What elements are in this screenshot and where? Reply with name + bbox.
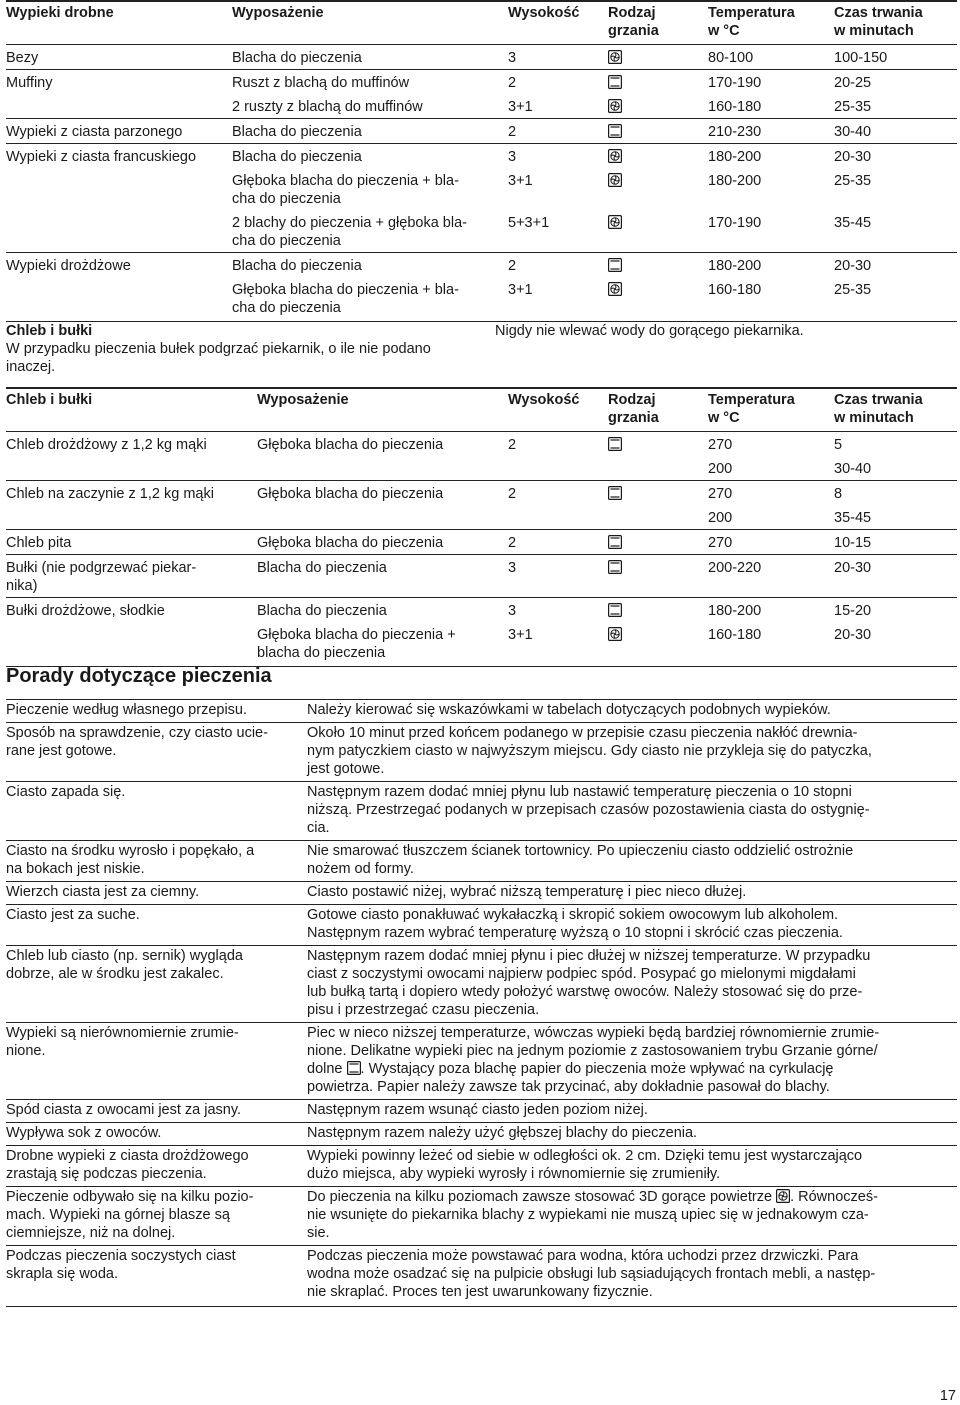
top-bottom-heating-icon <box>608 124 622 138</box>
row-level: 3+1 <box>508 173 533 189</box>
row-temperature: 180-200 <box>708 598 834 623</box>
row-name: Wypieki drożdżowe <box>6 253 232 278</box>
table-row <box>6 555 957 598</box>
row-equipment: Głęboka blacha do pieczenia + blacha do pieczenia <box>257 622 508 667</box>
table-row <box>6 505 957 530</box>
row-name: Muffiny <box>6 70 232 95</box>
tip-row <box>6 1023 957 1100</box>
row-name <box>6 622 257 667</box>
row-heating-mode <box>608 622 708 667</box>
row-equipment: Blacha do pieczenia <box>232 119 508 144</box>
table-row <box>6 94 957 119</box>
row-time: 10-15 <box>834 530 957 555</box>
tip-advice: Nie smarować tłuszczem ścianek tortownicy. Po upieczeniu ciasto oddzielić ostrożnie nożem od formy. <box>307 841 957 882</box>
row-time: 20-30 <box>834 144 957 169</box>
tip-problem: Podczas pieczenia soczystych ciast skrapla się woda. <box>6 1246 307 1307</box>
row-equipment: Blacha do pieczenia <box>232 144 508 169</box>
tips-table <box>6 699 957 1307</box>
row-time: 20-30 <box>834 253 957 278</box>
row-temperature: 160-180 <box>708 622 834 667</box>
row-level: 2 <box>508 530 608 555</box>
row-name: Wypieki z ciasta francuskiego <box>6 144 232 169</box>
row-level <box>508 456 608 481</box>
row-equipment <box>257 505 508 530</box>
table-row <box>6 622 957 667</box>
row-name <box>6 456 257 481</box>
tip-advice: Około 10 minut przed końcem podanego w przepisie czasu pieczenia nakłóć drewnia- nym patyczkiem ciasto w najwyższym miejscu. Gdy ciasto nie przykleja się do patyczka, jest gotowe. <box>307 723 957 782</box>
row-heating-mode <box>608 45 708 70</box>
col-temperature-header: Temperatura w °C <box>708 1 834 45</box>
col-name-header: Chleb i bułki <box>6 388 257 432</box>
row-temperature: 180-200 <box>708 253 834 278</box>
row-temperature: 160-180 <box>708 277 834 322</box>
table-row <box>6 210 957 253</box>
row-name: Bułki drożdżowe, słodkie <box>6 598 257 623</box>
row-time: 8 <box>834 481 957 506</box>
table-row <box>6 144 957 169</box>
tip-advice: Gotowe ciasto ponakłuwać wykałaczką i skropić sokiem owocowym lub alkoholem. Następnym razem wybrać temperaturę wyższą o 10 stopni i skrócić czas pieczenia. <box>307 905 957 946</box>
table-row <box>6 70 957 95</box>
row-equipment: Głęboka blacha do pieczenia + bla- cha do pieczenia <box>232 173 459 207</box>
row-equipment <box>257 456 508 481</box>
tips-title: Porady dotyczące pieczenia <box>6 665 272 687</box>
tip-row <box>6 1187 957 1246</box>
row-level: 3 <box>508 45 608 70</box>
row-equipment: Blacha do pieczenia <box>257 555 508 598</box>
fan-heating-icon <box>608 627 622 641</box>
row-temperature: 270 <box>708 530 834 555</box>
row-equipment: Głęboka blacha do pieczenia <box>257 432 508 457</box>
row-heating-mode <box>608 456 708 481</box>
row-level: 3+1 <box>508 622 608 667</box>
row-equipment: Głęboka blacha do pieczenia <box>257 530 508 555</box>
col-heating-mode-header: Rodzaj grzania <box>608 388 708 432</box>
tip-row <box>6 946 957 1023</box>
fan-heating-icon <box>776 1189 790 1203</box>
row-name: Bułki (nie podgrzewać piekar- nika) <box>6 555 257 598</box>
row-equipment: 2 blachy do pieczenia + głęboka bla- cha do pieczenia <box>232 215 467 249</box>
page-number: 17 <box>939 1388 956 1404</box>
tip-advice: Wypieki powinny leżeć od siebie w odległości ok. 2 cm. Dzięki temu jest wystarczająco dużo miejsca, aby wypieki wyrosły i równomiernie się zrumieniły. <box>307 1146 957 1187</box>
row-temperature: 200 <box>708 461 733 477</box>
notes-left-text: W przypadku pieczenia bułek podgrzać piekarnik, o ile nie podano inaczej. <box>6 341 431 375</box>
fan-heating-icon <box>608 215 622 229</box>
tip-problem: Pieczenie według własnego przepisu. <box>6 702 248 718</box>
row-name: Bezy <box>6 45 232 70</box>
row-time: 20-30 <box>834 555 957 598</box>
row-heating-mode <box>608 94 708 119</box>
tip-problem: Spód ciasta z owocami jest za jasny. <box>6 1100 307 1123</box>
row-time: 20-30 <box>834 622 957 667</box>
col-name-header: Wypieki drobne <box>6 1 232 45</box>
row-time: 5 <box>834 432 957 457</box>
row-time: 30-40 <box>834 119 957 144</box>
tip-advice: Podczas pieczenia może powstawać para wodna, która uchodzi przez drzwiczki. Para wodna może osadzać się na pulpicie obsługi lub sąsiadujących frontach mebli, a następ- nie skraplać. Proces ten jest uwarunkowany fizycznie. <box>307 1246 957 1307</box>
table-row <box>6 481 957 506</box>
row-heating-mode <box>608 210 708 253</box>
fan-heating-icon <box>608 99 622 113</box>
row-time: 35-45 <box>834 510 872 526</box>
row-heating-mode <box>608 144 708 169</box>
notes-right-text: Nigdy nie wlewać wody do gorącego piekarnika. <box>495 323 804 339</box>
table-row <box>6 119 957 144</box>
table-row <box>6 277 957 322</box>
row-equipment: Głęboka blacha do pieczenia + bla- cha do pieczenia <box>232 277 508 322</box>
tip-row <box>6 782 957 841</box>
row-name <box>6 94 232 119</box>
row-temperature: 200-220 <box>708 555 834 598</box>
row-time: 100-150 <box>834 45 957 70</box>
bread-table <box>6 387 957 667</box>
table-row <box>6 168 957 210</box>
top-bottom-heating-icon <box>608 75 622 89</box>
row-heating-mode <box>608 555 708 598</box>
row-level: 3+1 <box>508 277 608 322</box>
row-temperature: 80-100 <box>708 45 834 70</box>
tip-problem: Wypływa sok z owoców. <box>6 1123 307 1146</box>
tip-problem: Drobne wypieki z ciasta drożdżowego zrastają się podczas pieczenia. <box>6 1146 307 1187</box>
top-bottom-heating-icon <box>347 1061 361 1075</box>
row-equipment: Blacha do pieczenia <box>257 598 508 623</box>
tip-advice: Do pieczenia na kilku poziomach zawsze stosować 3D gorące powietrze . Równocześ- nie wsunięte do piekarnika blachy z wypiekami nie muszą upiec się w jednakowym cza- sie. <box>307 1187 957 1246</box>
col-heating-mode-header: Rodzaj grzania <box>608 1 708 45</box>
col-temperature-header: Temperatura w °C <box>708 388 834 432</box>
row-level: 3 <box>508 144 608 169</box>
tip-advice: Należy kierować się wskazówkami w tabelach dotyczących podobnych wypieków. <box>307 702 831 718</box>
row-temperature: 210-230 <box>708 119 834 144</box>
row-name: Chleb na zaczynie z 1,2 kg mąki <box>6 481 257 506</box>
row-heating-mode <box>608 253 708 278</box>
col-time-header: Czas trwania w minutach <box>834 388 957 432</box>
col-equipment-header: Wyposażenie <box>257 388 508 432</box>
row-heating-mode <box>608 481 708 506</box>
table-row <box>6 530 957 555</box>
top-bottom-heating-icon <box>608 437 622 451</box>
col-time-header: Czas trwania w minutach <box>834 1 957 45</box>
row-heating-mode <box>608 277 708 322</box>
tip-row <box>6 905 957 946</box>
tip-problem: Wierzch ciasta jest za ciemny. <box>6 882 307 905</box>
tip-advice: Ciasto postawić niżej, wybrać niższą temperaturę i piec nieco dłużej. <box>307 882 957 905</box>
tip-advice: Następnym razem dodać mniej płynu i piec dłużej w niższej temperaturze. W przypadku ciast z soczystymi owocami najpierw podpiec spód. Posypać go mielonymi migdałami lub bułką tartą i dopiero wtedy położyć warstwę owoców. Należy stosować się do prze- pisu i przestrzegać czasu pieczenia. <box>307 946 957 1023</box>
table-row <box>6 45 957 70</box>
table-row <box>6 432 957 457</box>
col-level-header: Wysokość <box>508 1 608 45</box>
top-bottom-heating-icon <box>608 258 622 272</box>
row-heating-mode <box>608 70 708 95</box>
row-temperature: 270 <box>708 432 834 457</box>
tip-problem: Sposób na sprawdzenie, czy ciasto ucie- rane jest gotowe. <box>6 723 307 782</box>
tip-problem: Ciasto zapada się. <box>6 782 307 841</box>
row-temperature: 180-200 <box>708 173 762 189</box>
col-level-header: Wysokość <box>508 388 608 432</box>
row-level: 3 <box>508 598 608 623</box>
row-heating-mode <box>608 598 708 623</box>
tip-row <box>6 723 957 782</box>
tip-problem: Wypieki są nierównomiernie zrumie- nione. <box>6 1023 307 1100</box>
table-row <box>6 253 957 278</box>
row-name <box>6 168 232 210</box>
row-time: 15-20 <box>834 598 957 623</box>
tip-problem: Pieczenie odbywało się na kilku pozio- mach. Wypieki na górnej blasze są ciemniejsze, niż na dolnej. <box>6 1187 307 1246</box>
tip-problem: Chleb lub ciasto (np. sernik) wygląda dobrze, ale w środku jest zakalec. <box>6 946 307 1023</box>
row-time: 35-45 <box>834 215 872 231</box>
row-time: 25-35 <box>834 173 872 189</box>
tip-advice: Następnym razem dodać mniej płynu lub nastawić temperaturę pieczenia o 10 stopni niższą. Przestrzegać podanych w przepisach czasów pozostawienia ciasta do ostygnię- cia. <box>307 782 957 841</box>
row-name: Chleb pita <box>6 530 257 555</box>
tip-advice: Następnym razem wsunąć ciasto jeden poziom niżej. <box>307 1100 957 1123</box>
row-level: 2 <box>508 119 608 144</box>
row-heating-mode <box>608 168 708 210</box>
row-equipment: Blacha do pieczenia <box>232 45 508 70</box>
row-level: 2 <box>508 253 608 278</box>
row-heating-mode <box>608 119 708 144</box>
tip-row <box>6 1146 957 1187</box>
row-heating-mode <box>608 432 708 457</box>
table-row <box>6 456 957 481</box>
row-time: 25-35 <box>834 99 872 115</box>
tip-row <box>6 1100 957 1123</box>
row-time: 25-35 <box>834 277 957 322</box>
table-header <box>6 388 957 432</box>
row-name <box>6 505 257 530</box>
top-bottom-heating-icon <box>608 560 622 574</box>
col-equipment-header: Wyposażenie <box>232 1 508 45</box>
top-bottom-heating-icon <box>608 486 622 500</box>
fan-heating-icon <box>608 282 622 296</box>
top-bottom-heating-icon <box>608 535 622 549</box>
row-equipment: 2 ruszty z blachą do muffinów <box>232 99 423 115</box>
row-name: Wypieki z ciasta parzonego <box>6 119 232 144</box>
tip-row <box>6 1123 957 1146</box>
tip-row <box>6 700 957 723</box>
row-name <box>6 277 232 322</box>
fan-heating-icon <box>608 149 622 163</box>
row-level: 2 <box>508 432 608 457</box>
small-baked-goods-table <box>6 0 957 322</box>
row-name: Chleb drożdżowy z 1,2 kg mąki <box>6 432 257 457</box>
tip-advice: Następnym razem należy użyć głębszej blachy do pieczenia. <box>307 1123 957 1146</box>
tip-row <box>6 882 957 905</box>
tip-advice: Piec w nieco niższej temperaturze, wówczas wypieki będą bardziej równomiernie zrumie- nione. Delikatne wypieki piec na jednym poziomie z zastosowaniem trybu Grzanie górne/ dolne . Wystający poza blachę papier do pieczenia może wpływać na cyrkulację powietrza. Papier należy zawsze tak przycinać, aby dokładnie pasował do blachy. <box>307 1023 957 1100</box>
row-time: 30-40 <box>834 461 872 477</box>
row-level: 3+1 <box>508 99 533 115</box>
top-bottom-heating-icon <box>608 603 622 617</box>
row-time: 20-25 <box>834 70 957 95</box>
row-level: 5+3+1 <box>508 215 550 231</box>
table-row <box>6 598 957 623</box>
row-heating-mode <box>608 505 708 530</box>
fan-heating-icon <box>608 50 622 64</box>
row-level: 2 <box>508 70 608 95</box>
tip-row <box>6 1246 957 1307</box>
tip-problem: Ciasto na środku wyrosło i popękało, a na bokach jest niskie. <box>6 841 307 882</box>
row-temperature: 200 <box>708 510 733 526</box>
table-header <box>6 1 957 45</box>
row-level: 2 <box>508 481 608 506</box>
tip-problem: Ciasto jest za suche. <box>6 905 307 946</box>
row-level: 3 <box>508 555 608 598</box>
fan-heating-icon <box>608 173 622 187</box>
row-temperature: 170-190 <box>708 70 834 95</box>
row-temperature: 160-180 <box>708 99 762 115</box>
row-temperature: 170-190 <box>708 215 762 231</box>
row-heating-mode <box>608 530 708 555</box>
row-name <box>6 210 232 253</box>
row-equipment: Głęboka blacha do pieczenia <box>257 481 508 506</box>
row-equipment: Blacha do pieczenia <box>232 253 508 278</box>
tip-row <box>6 841 957 882</box>
notes-title: Chleb i bułki <box>6 323 93 339</box>
row-level <box>508 505 608 530</box>
row-temperature: 180-200 <box>708 144 834 169</box>
row-temperature: 270 <box>708 481 834 506</box>
row-equipment: Ruszt z blachą do muffinów <box>232 70 508 95</box>
